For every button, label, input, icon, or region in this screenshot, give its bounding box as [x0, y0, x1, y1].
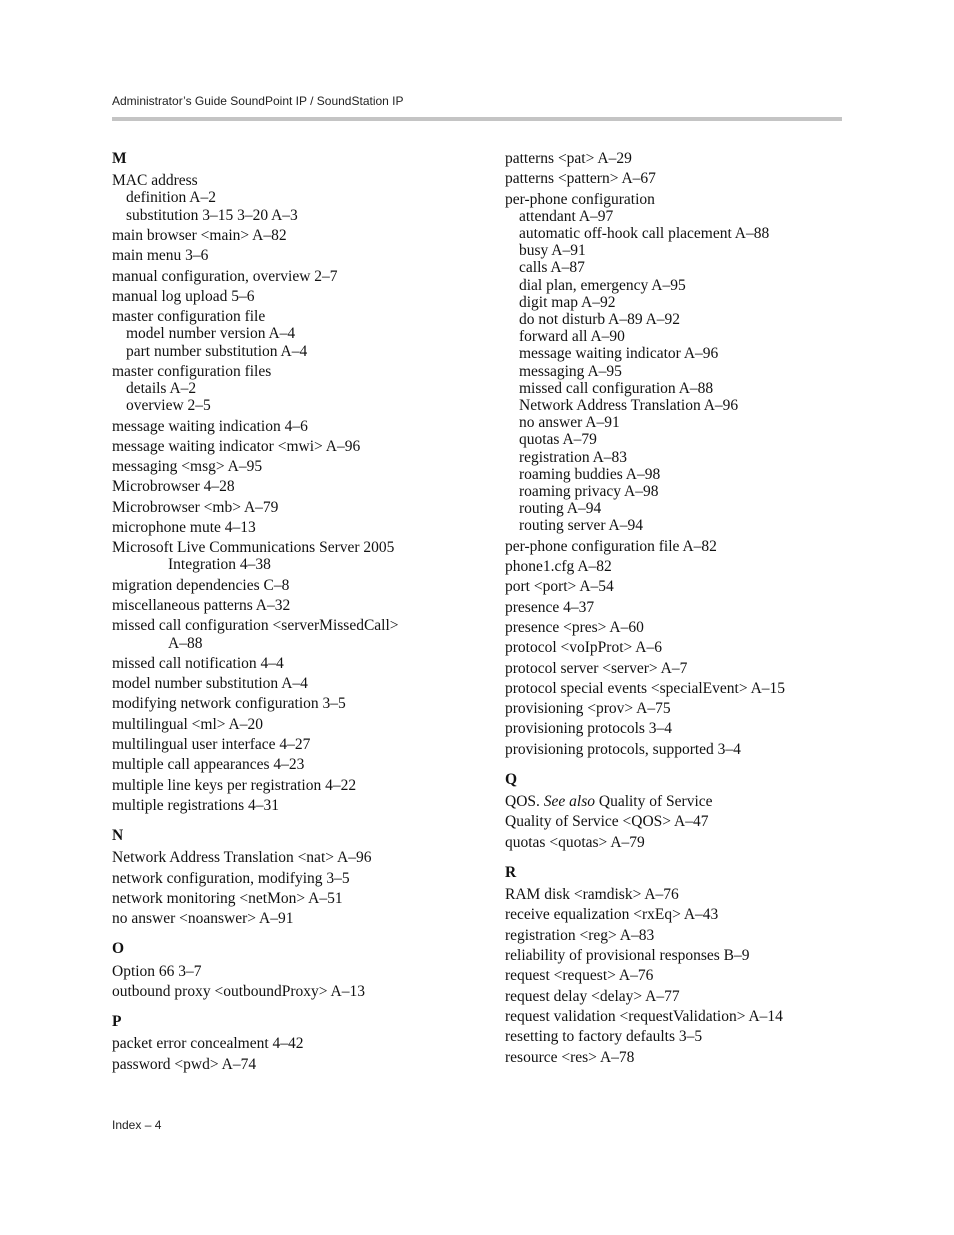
index-entry-text: modifying network configuration 3–5 — [112, 695, 346, 713]
index-entry — [505, 619, 785, 636]
index-entry — [505, 538, 785, 555]
index-subentry: roaming privacy A–98 — [519, 483, 659, 501]
index-entry-text: Microbrowser 4–28 — [112, 478, 235, 496]
index-entry — [112, 910, 399, 927]
index-entry-text: protocol server <server> A–7 — [505, 659, 688, 677]
index-entry-text: protocol <voIpProt> A–6 — [505, 639, 662, 657]
index-subentry: registration A–83 — [519, 448, 628, 466]
see-also-target: Quality of Service — [595, 793, 713, 811]
index-entry-text: request <request> A–76 — [505, 967, 654, 985]
index-subentry: model number version A–4 — [126, 325, 296, 343]
index-entry-text: multiple call appearances 4–23 — [112, 756, 305, 774]
index-subentry: routing A–94 — [519, 500, 602, 518]
index-entry — [505, 813, 785, 830]
index-entry — [112, 288, 399, 305]
index-entry-text: missed call notification 4–4 — [112, 654, 284, 672]
index-entry-text: resource <res> A–78 — [505, 1048, 635, 1066]
index-entry — [112, 247, 399, 264]
index-entry — [112, 716, 399, 733]
index-entry — [112, 227, 399, 244]
index-entry — [505, 741, 785, 758]
index-entry-text: request validation <requestValidation> A–14 — [505, 1007, 783, 1025]
index-entry-text: request delay <delay> A–77 — [505, 987, 680, 1005]
see-also-label: See also — [543, 793, 595, 811]
index-entry — [112, 890, 399, 907]
index-subentry: automatic off-hook call placement A–88 — [519, 225, 770, 242]
index-entry-text: reliability of provisional responses B–9 — [505, 947, 750, 965]
index-subentry: do not disturb A–89 A–92 — [519, 311, 681, 329]
index-entry — [112, 519, 399, 536]
index-entry — [112, 617, 399, 651]
index-subentry: dial plan, emergency A–95 — [519, 276, 686, 294]
index-entry — [505, 927, 785, 944]
index-subentry: busy A–91 — [519, 242, 586, 260]
index-letter-r: R — [505, 863, 517, 881]
index-entry-text: microphone mute 4–13 — [112, 518, 256, 536]
index-entry-text: patterns <pat> A–29 — [505, 150, 632, 167]
index-subentry: quotas A–79 — [519, 431, 597, 449]
index-entry-text: main menu 3–6 — [112, 247, 209, 265]
index-entry — [112, 675, 399, 692]
index-entry-text: main browser <main> A–82 — [112, 226, 287, 244]
index-entry-text: Quality of Service <QOS> A–47 — [505, 813, 709, 831]
index-entry — [505, 834, 785, 851]
index-entry-text: master configuration files — [112, 362, 272, 380]
index-entry-text: Option 66 3–7 — [112, 962, 202, 980]
index-entry-text: presence <pres> A–60 — [505, 618, 644, 636]
index-column-left — [112, 150, 399, 1073]
index-entry — [505, 886, 785, 903]
index-entry — [505, 906, 785, 923]
index-entry-text: packet error concealment 4–42 — [112, 1035, 304, 1053]
index-subentry: definition A–2 — [126, 189, 216, 207]
index-entry-text: resetting to factory defaults 3–5 — [505, 1028, 703, 1046]
index-entry — [112, 983, 399, 1000]
index-entry-text: network configuration, modifying 3–5 — [112, 869, 350, 887]
index-entry-text: network monitoring <netMon> A–51 — [112, 889, 343, 907]
index-subentry: substitution 3–15 3–20 A–3 — [126, 206, 298, 224]
index-subentry: attendant A–97 — [519, 207, 614, 225]
index-entry — [112, 363, 399, 415]
index-entry-text: receive equalization <rxEq> A–43 — [505, 906, 719, 924]
index-entry-text: messaging <msg> A–95 — [112, 458, 263, 476]
index-entry — [112, 499, 399, 516]
index-entry — [112, 870, 399, 887]
index-entry — [112, 458, 399, 475]
index-entry-text: model number substitution A–4 — [112, 675, 308, 693]
index-entry-text: multiple registrations 4–31 — [112, 796, 280, 814]
index-entry-text: manual configuration, overview 2–7 — [112, 267, 338, 285]
running-header: Administrator’s Guide SoundPoint IP / SoundStation IP — [112, 94, 404, 108]
index-letter-p: P — [112, 1013, 122, 1031]
header-rule — [112, 117, 842, 121]
index-column-right — [505, 150, 785, 1066]
index-entry-text: MAC address — [112, 172, 198, 190]
index-entry-text: Microsoft Live Communications Server 2005 — [112, 539, 395, 557]
index-subentry: routing server A–94 — [519, 517, 643, 535]
index-entry — [505, 191, 785, 535]
index-entry-text: RAM disk <ramdisk> A–76 — [505, 886, 679, 904]
index-entry — [505, 660, 785, 677]
index-subentry: message waiting indicator A–96 — [519, 345, 719, 363]
index-entry — [505, 793, 785, 810]
index-letter-n: N — [112, 827, 124, 845]
index-entry — [505, 1049, 785, 1066]
index-entry — [112, 308, 399, 360]
index-entry-text: Microbrowser <mb> A–79 — [112, 498, 279, 516]
index-entry — [112, 777, 399, 794]
index-entry-text: phone1.cfg A–82 — [505, 558, 612, 576]
index-letter-q: Q — [505, 770, 518, 788]
index-entry-text: quotas <quotas> A–79 — [505, 833, 645, 851]
index-entry-text: presence 4–37 — [505, 598, 595, 616]
index-subentry: missed call configuration A–88 — [519, 379, 714, 397]
index-entry — [505, 578, 785, 595]
index-entry — [505, 947, 785, 964]
index-subentry: messaging A–95 — [519, 362, 622, 380]
index-entry-term: QOS. — [505, 793, 544, 811]
index-entry — [505, 150, 785, 167]
index-entry-text: missed call configuration <serverMissedCall> — [112, 617, 399, 635]
index-entry-text: miscellaneous patterns A–32 — [112, 597, 291, 615]
index-entry-text: protocol special events <specialEvent> A–15 — [505, 679, 786, 697]
index-subentry: part number substitution A–4 — [126, 342, 308, 360]
index-subentry: calls A–87 — [519, 259, 585, 277]
index-entry-text: message waiting indicator <mwi> A–96 — [112, 437, 361, 455]
index-entry — [112, 478, 399, 495]
index-entry-text — [505, 793, 785, 810]
index-entry-text: password <pwd> A–74 — [112, 1055, 257, 1073]
index-entry — [505, 170, 785, 187]
index-entry-text: migration dependencies C–8 — [112, 576, 290, 594]
index-entry-text: multiple line keys per registration 4–22 — [112, 776, 357, 794]
index-subentry: digit map A–92 — [519, 293, 616, 311]
index-entry — [112, 438, 399, 455]
index-entry — [112, 268, 399, 285]
index-entry-continuation: A–88 — [168, 634, 203, 652]
index-entry-text: Network Address Translation <nat> A–96 — [112, 849, 372, 867]
index-entry — [112, 418, 399, 435]
index-entry-text: master configuration file — [112, 308, 266, 326]
index-entry-text: per-phone configuration — [505, 190, 655, 208]
index-entry — [505, 700, 785, 717]
index-entry-text: multilingual user interface 4–27 — [112, 736, 311, 754]
index-entry-text: provisioning protocols, supported 3–4 — [505, 740, 741, 758]
index-entry — [505, 967, 785, 984]
index-entry-text: registration <reg> A–83 — [505, 926, 655, 944]
index-entry — [112, 963, 399, 980]
index-entry-text: patterns <pattern> A–67 — [505, 170, 656, 188]
index-entry — [112, 756, 399, 773]
index-entry-text: port <port> A–54 — [505, 578, 614, 596]
index-entry — [112, 577, 399, 594]
index-letter-o: O — [112, 940, 125, 958]
index-entry-text: per-phone configuration file A–82 — [505, 537, 717, 555]
index-entry — [505, 720, 785, 737]
index-subentry: forward all A–90 — [519, 328, 625, 346]
index-entry-text: multilingual <ml> A–20 — [112, 715, 263, 733]
index-subentry: roaming buddies A–98 — [519, 465, 661, 483]
index-letter-m: M — [112, 150, 127, 167]
index-entry — [112, 172, 399, 224]
index-entry — [505, 1008, 785, 1025]
index-entry — [505, 988, 785, 1005]
index-entry-text: provisioning protocols 3–4 — [505, 720, 673, 738]
index-entry-text: outbound proxy <outboundProxy> A–13 — [112, 982, 366, 1000]
page-footer: Index – 4 — [112, 1118, 162, 1132]
index-subentry: no answer A–91 — [519, 414, 620, 432]
index-entry — [112, 736, 399, 753]
index-entry-text: no answer <noanswer> A–91 — [112, 910, 294, 928]
index-entry — [112, 695, 399, 712]
index-subentry: details A–2 — [126, 380, 197, 397]
index-entry — [112, 1035, 399, 1052]
index-entry — [505, 680, 785, 697]
index-entry — [112, 539, 399, 573]
index-entry-continuation: Integration 4–38 — [168, 556, 271, 574]
index-entry — [505, 599, 785, 616]
index-entry — [112, 655, 399, 672]
index-subentry: Network Address Translation A–96 — [519, 397, 739, 415]
index-entry — [505, 558, 785, 575]
index-entry-text: message waiting indication 4–6 — [112, 417, 308, 435]
index-entry-text: manual log upload 5–6 — [112, 287, 255, 305]
index-entry — [112, 849, 399, 866]
index-entry — [112, 597, 399, 614]
index-entry — [112, 1056, 399, 1073]
index-entry — [505, 1028, 785, 1045]
index-entry-text: provisioning <prov> A–75 — [505, 700, 671, 718]
index-subentry: overview 2–5 — [126, 397, 211, 415]
index-entry — [112, 797, 399, 814]
index-entry — [505, 639, 785, 656]
